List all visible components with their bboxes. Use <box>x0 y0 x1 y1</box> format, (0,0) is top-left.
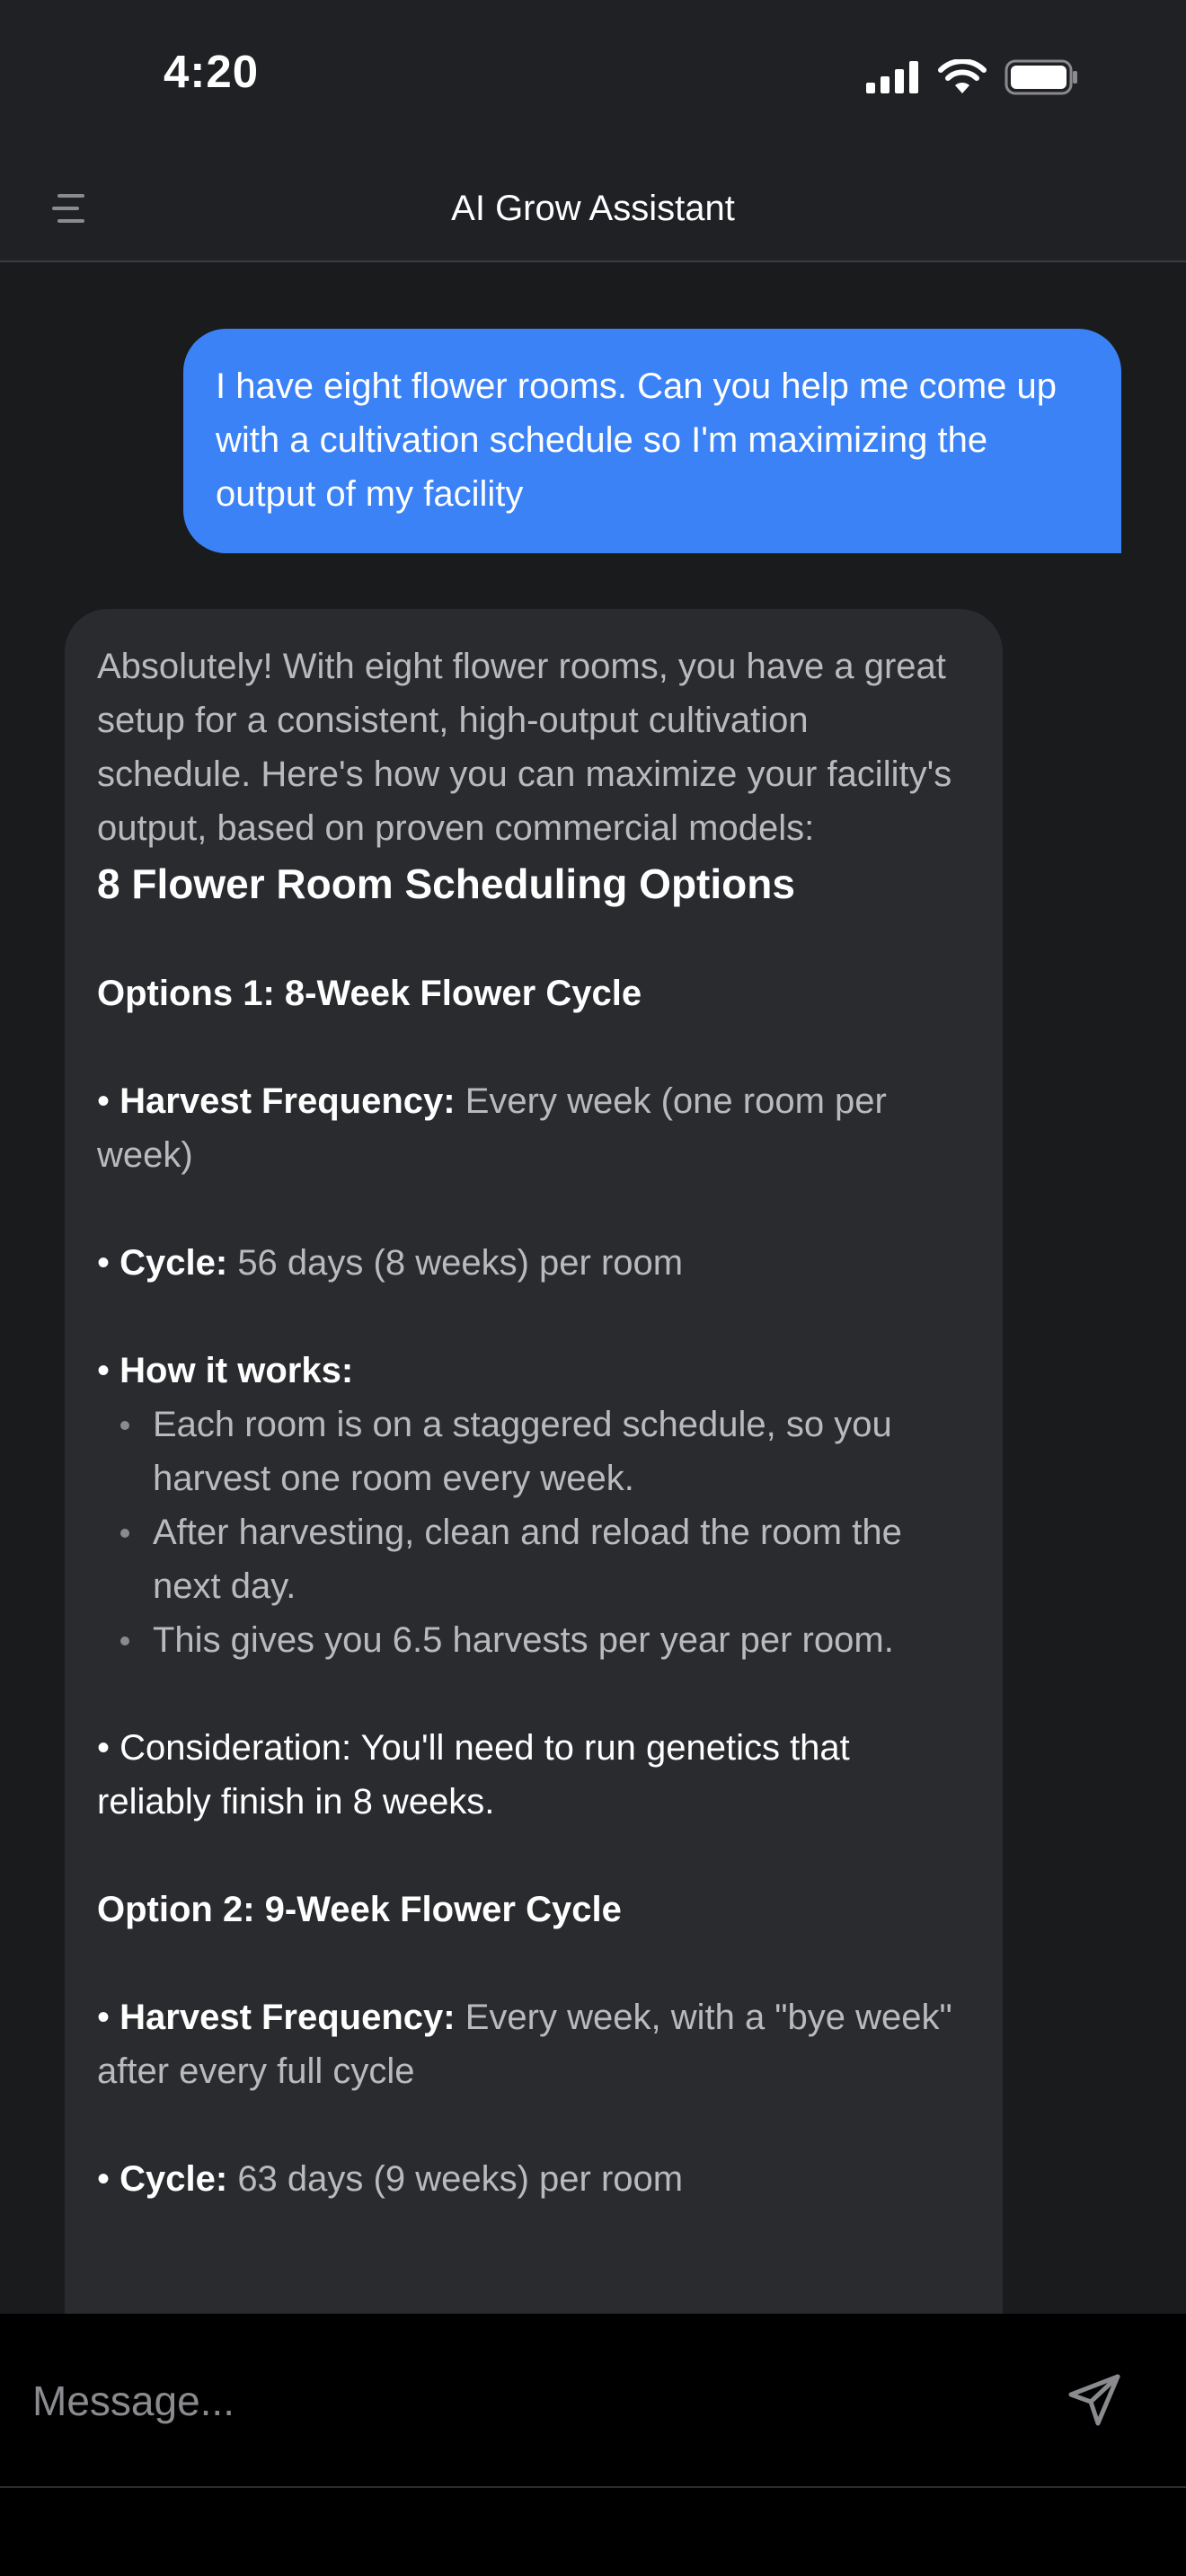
assistant-message <box>65 609 1003 2314</box>
page-title: AI Grow Assistant <box>451 189 735 228</box>
app-header <box>0 162 1186 262</box>
status-time: 4:20 <box>164 46 260 97</box>
send-icon[interactable] <box>1066 2371 1123 2429</box>
composer <box>0 2314 1186 2488</box>
option-1-title: Options 1: 8-Week Flower Cycle <box>97 974 642 1013</box>
option-2-cycle-label: Cycle: <box>119 2159 228 2199</box>
option-1-how-label: How it works: <box>119 1351 354 1390</box>
option-1-cycle: • Cycle: 56 days (8 weeks) per room <box>97 1243 684 1283</box>
message-input[interactable] <box>32 2369 1021 2432</box>
option-1-cycle-label: Cycle: <box>119 1243 228 1283</box>
option-2-harvest: • Harvest Frequency: Every week, with a "bye week" after every full cycle <box>97 1998 952 2091</box>
option-1-harvest-value: Every week (one room per week) <box>97 1081 887 1175</box>
list-item: Each room is on a staggered schedule, so you harvest one room every week. <box>153 1398 970 1505</box>
chat-thread[interactable] <box>0 262 1186 2314</box>
option-1-harvest: • Harvest Frequency: Every week (one room per week) <box>97 1081 887 1175</box>
status-icons <box>866 59 1078 95</box>
option-2-cycle: • Cycle: 63 days (9 weeks) per room <box>97 2159 684 2199</box>
option-1-consideration: • Consideration: You'll need to run genetics that reliably finish in 8 weeks. <box>97 1728 850 1822</box>
option-1-how: • How it works: <box>97 1351 354 1390</box>
option-2-harvest-label: Harvest Frequency: <box>119 1998 456 2037</box>
option-2-harvest-value: Every week, with a "bye week" after every full cycle <box>97 1998 952 2091</box>
status-bar <box>0 0 1186 162</box>
list-item: After harvesting, clean and reload the room the next day. <box>153 1505 970 1613</box>
option-1-harvest-label: Harvest Frequency: <box>119 1081 456 1121</box>
wifi-icon <box>938 59 987 95</box>
home-indicator-area <box>0 2488 1186 2576</box>
assistant-intro: Absolutely! With eight flower rooms, you have a great setup for a consistent, high-output cultivation schedule. Here's how you can maximize your facility's output, based on proven commercial models: <box>97 647 952 848</box>
signal-icon <box>866 61 920 93</box>
option-1-cycle-value: 56 days (8 weeks) per room <box>237 1243 684 1283</box>
option-1-how-list <box>97 1398 970 1667</box>
option-2-cycle-value: 63 days (9 weeks) per room <box>237 2159 684 2199</box>
user-message: I have eight flower rooms. Can you help me come up with a cultivation schedule so I'm maximizing the output of my facility <box>183 329 1121 553</box>
option-2-title: Option 2: 9-Week Flower Cycle <box>97 1890 622 1929</box>
response-heading: 8 Flower Room Scheduling Options <box>97 860 795 907</box>
list-item: This gives you 6.5 harvests per year per room. <box>153 1613 970 1667</box>
battery-icon <box>1005 59 1078 95</box>
